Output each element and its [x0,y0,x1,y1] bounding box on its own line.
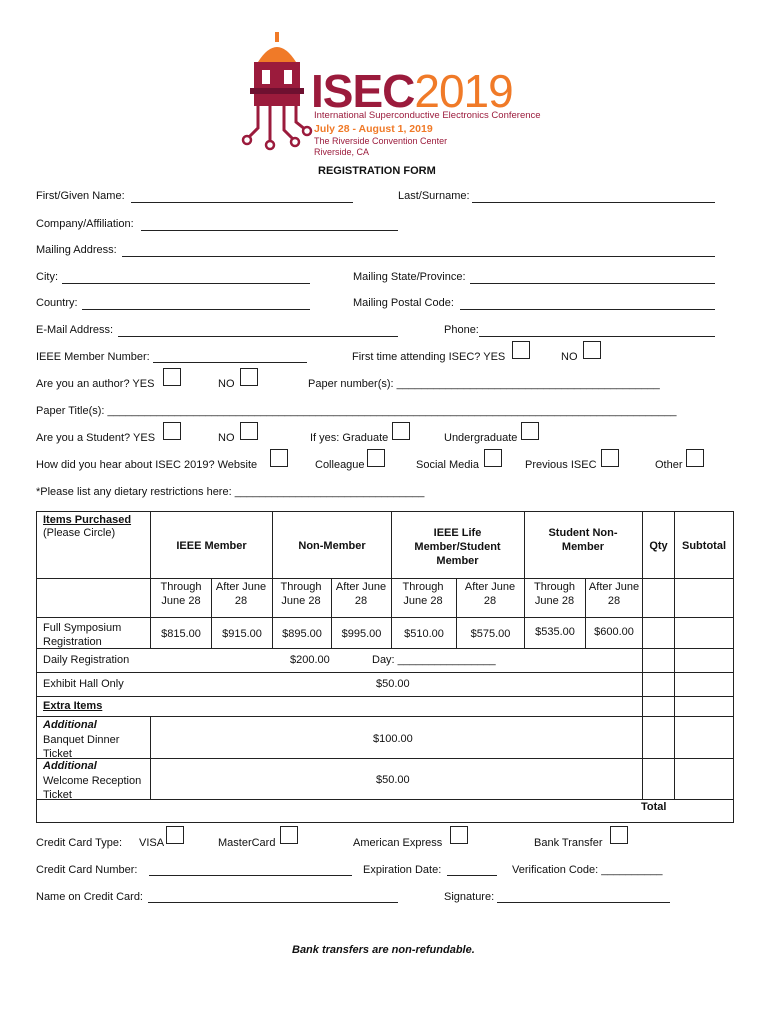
mastercard-label: MasterCard [218,837,276,849]
mastercard-checkbox[interactable] [280,826,298,844]
clock-tower-icon [240,30,314,152]
first-time-no-checkbox[interactable] [583,341,601,359]
price-cell[interactable]: $995.00 [341,628,382,640]
first-name-field[interactable] [131,202,353,203]
logo-subtitle: International Superconductive Electronics Conference [314,110,541,121]
undergraduate-checkbox[interactable] [521,422,539,440]
logo-year: 2019 [414,65,513,117]
extra-items-header: Extra Items [43,700,103,712]
col-non-member: Non-Member [298,540,366,552]
website-checkbox[interactable] [270,449,288,467]
banquet-additional: Additional [43,719,97,731]
mailing-address-label: Mailing Address: [36,244,117,256]
amex-label: American Express [353,837,443,849]
country-label: Country: [36,297,78,309]
student-yes-checkbox[interactable] [163,422,181,440]
refund-note: Bank transfers are non-refundable. [292,944,475,956]
daily-registration-label: Daily Registration [43,654,130,666]
paper-titles-field[interactable]: Paper Title(s): _____________________________________________________________________________________________ [36,405,677,417]
student-no-label: NO [218,432,235,444]
price-cell[interactable]: $895.00 [282,628,322,640]
bank-transfer-label: Bank Transfer [534,837,603,849]
signature-label: Signature: [444,891,495,903]
paper-numbers-field[interactable]: Paper number(s): ___________________________________________ [308,378,660,390]
email-label: E-Mail Address: [36,324,114,336]
after-june-28: After June 28 [464,581,516,607]
after-june-28: After June 28 [335,581,387,607]
items-purchased-header: Items Purchased [43,514,132,526]
ieee-number-field[interactable] [153,362,307,363]
country-field[interactable] [82,309,310,310]
state-label: Mailing State/Province: [353,271,466,283]
welcome-label: Welcome Reception Ticket [43,775,142,801]
graduate-label: If yes: Graduate [310,432,389,444]
total-label: Total [641,801,667,813]
undergraduate-label: Undergraduate [444,432,518,444]
last-name-field[interactable] [472,202,715,203]
state-field[interactable] [470,283,715,284]
daily-day-field[interactable]: Day: ________________ [372,654,496,666]
card-number-label: Credit Card Number: [36,864,138,876]
graduate-checkbox[interactable] [392,422,410,440]
col-life-student: IEEE Life Member/Student Member [414,527,501,567]
amex-checkbox[interactable] [450,826,468,844]
through-june-28: Through June 28 [280,581,322,607]
company-label: Company/Affiliation: [36,218,134,230]
daily-price[interactable]: $200.00 [290,654,330,666]
signature-field[interactable] [497,902,670,903]
after-june-28: After June 28 [588,581,640,607]
banquet-label: Banquet Dinner Ticket [43,734,120,760]
company-field[interactable] [141,230,398,231]
student-no-checkbox[interactable] [240,422,258,440]
price-cell[interactable]: $575.00 [470,628,511,640]
how-heard-label: How did you hear about ISEC 2019? Website [36,459,258,471]
postal-field[interactable] [460,309,715,310]
city-label: City: [36,271,58,283]
full-symposium-label: Full Symposium Registration [43,622,122,648]
previous-isec-checkbox[interactable] [601,449,619,467]
mailing-address-field[interactable] [122,256,715,257]
first-time-yes-checkbox[interactable] [512,341,530,359]
expiration-field[interactable] [447,875,497,876]
city-field[interactable] [62,283,310,284]
visa-label: VISA [139,837,165,849]
dietary-field[interactable]: *Please list any dietary restrictions here: _______________________________ [36,486,425,498]
price-cell[interactable]: $915.00 [222,628,262,640]
previous-isec-label: Previous ISEC [525,459,597,471]
logo-dates: July 28 - August 1, 2019 [314,123,433,135]
email-field[interactable] [118,336,398,337]
price-cell[interactable]: $510.00 [404,628,444,640]
bank-transfer-checkbox[interactable] [610,826,628,844]
first-time-label: First time attending ISEC? YES [352,351,506,363]
phone-label: Phone: [444,324,479,336]
exhibit-hall-label: Exhibit Hall Only [43,678,124,690]
name-on-card-field[interactable] [148,902,398,903]
visa-checkbox[interactable] [166,826,184,844]
after-june-28: After June 28 [215,581,267,607]
exhibit-price[interactable]: $50.00 [376,678,410,690]
other-label: Other [655,459,683,471]
student-label: Are you a Student? YES [36,432,156,444]
colleague-checkbox[interactable] [367,449,385,467]
price-cell[interactable]: $600.00 [594,626,634,638]
price-cell[interactable]: $535.00 [535,626,575,638]
col-subtotal: Subtotal [682,540,726,552]
author-no-label: NO [218,378,235,390]
form-title: REGISTRATION FORM [318,165,436,177]
colleague-label: Colleague [315,459,365,471]
social-media-checkbox[interactable] [484,449,502,467]
col-student-non-member: Student Non-Member [548,527,618,553]
card-type-label: Credit Card Type: [36,837,123,849]
name-on-card-label: Name on Credit Card: [36,891,143,903]
logo-venue: The Riverside Convention Center [314,136,448,146]
col-ieee-member: IEEE Member [176,540,247,552]
logo-isec: ISEC [311,65,415,117]
ieee-number-label: IEEE Member Number: [36,351,150,363]
logo-city: Riverside, CA [314,147,370,157]
price-cell[interactable]: $815.00 [161,628,201,640]
through-june-28: Through June 28 [534,581,575,607]
through-june-28: Through June 28 [402,581,444,607]
card-number-field[interactable] [149,875,352,876]
through-june-28: Through June 28 [160,581,202,607]
social-media-label: Social Media [416,459,479,471]
verification-field[interactable]: Verification Code: __________ [512,864,663,876]
please-circle-note: (Please Circle) [43,527,116,539]
first-name-label: First/Given Name: [36,190,125,202]
phone-field[interactable] [479,336,715,337]
author-no-checkbox[interactable] [240,368,258,386]
author-yes-checkbox[interactable] [163,368,181,386]
last-name-label: Last/Surname: [398,190,470,202]
banquet-price[interactable]: $100.00 [373,733,413,745]
first-time-no-label: NO [561,351,578,363]
expiration-label: Expiration Date: [363,864,442,876]
welcome-price[interactable]: $50.00 [376,774,410,786]
postal-label: Mailing Postal Code: [353,297,454,309]
welcome-additional: Additional [43,760,97,772]
col-qty: Qty [649,540,668,552]
other-checkbox[interactable] [686,449,704,467]
author-label: Are you an author? YES [36,378,155,390]
